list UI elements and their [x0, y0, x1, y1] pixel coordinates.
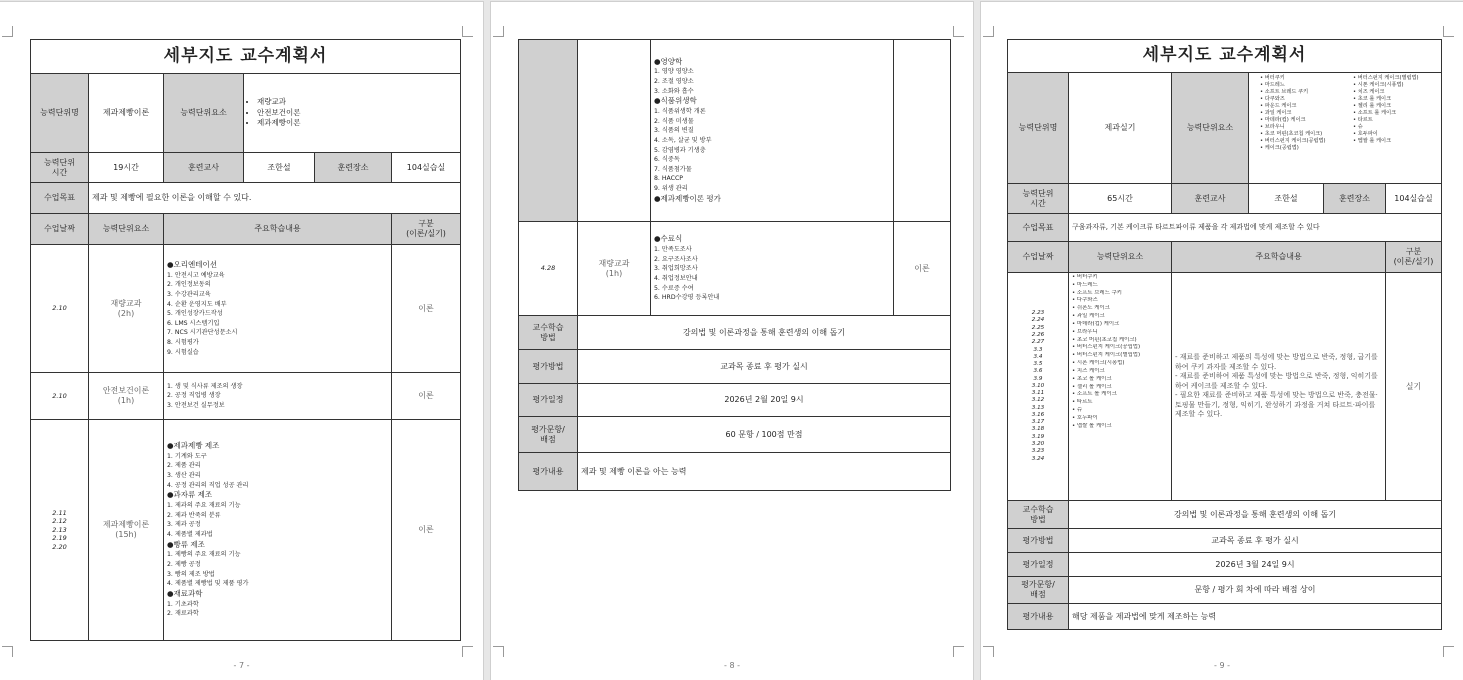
content-item: 7. 식품첨가물	[654, 165, 692, 173]
element-item: • 시폰 케이크(시퐁법)	[1353, 82, 1438, 89]
label-eval-content: 평가내용	[1008, 604, 1069, 630]
label-eval-points: 평가문항/ 배점	[1008, 577, 1069, 604]
content-section-heading: ●식품위생학	[654, 96, 697, 106]
row-type: 이론	[392, 420, 461, 641]
header-date: 수업날짜	[1008, 242, 1069, 273]
place-value: 104실습실	[1386, 184, 1442, 214]
element-item: • 젤리 롤 케이크	[1353, 103, 1438, 110]
plan-table-page8	[518, 39, 951, 491]
content-item: 4. 취업정보안내	[654, 274, 698, 282]
page-9	[981, 2, 1463, 680]
element-item: • 다쿠와즈	[1260, 96, 1345, 103]
label-place: 훈련장소	[1324, 184, 1386, 214]
content-item: 2. 제과 반죽의 분류	[167, 511, 221, 519]
content-item: 8. HACCP	[654, 175, 684, 183]
element-item: • 호두파이	[1353, 131, 1438, 138]
element-item: • 치즈 케이크	[1353, 89, 1438, 96]
content-item: 1. 식품위생학 개론	[654, 108, 706, 116]
row-element: 재량교과	[598, 258, 630, 268]
content-section-heading: ●영양학	[654, 56, 683, 66]
plan-table-page7	[30, 39, 461, 641]
content-item: 3. 빵의 제조 방법	[167, 570, 215, 578]
content-item: 9. 시험실습	[167, 348, 199, 356]
element-item: • 슈	[1353, 124, 1438, 131]
element-item: • 브라우니	[1260, 124, 1345, 131]
eval-method-value: 교과목 종료 후 평가 실시	[1069, 529, 1442, 553]
learning-description	[1175, 353, 1382, 419]
teacher-name: 조한설	[244, 153, 315, 183]
element-item: • 버터쿠키	[1260, 75, 1345, 82]
label-hours: 능력단위 시간	[31, 153, 89, 183]
content-section-heading: ●제과제빵 제조	[167, 440, 220, 450]
content-list	[654, 234, 890, 303]
row-date: 2.10	[31, 373, 89, 420]
eval-points-value: 문항 / 평가 회 차에 따라 배점 상이	[1069, 577, 1442, 604]
label-eval-points: 평가문항/ 배점	[519, 417, 578, 453]
description-line: - 재료를 준비하여 제품 특성에 맞는 방법으로 반죽, 정형, 익히기를 하여 케이크를 제조할 수 있다.	[1175, 372, 1378, 390]
content-item: 8. 시험평가	[167, 338, 199, 346]
element-col-2	[1345, 75, 1438, 152]
content-section-heading: ●재료과학	[167, 588, 203, 598]
element-item: • 과일 케이크	[1260, 110, 1345, 117]
content-item: • 타르트	[1072, 399, 1093, 406]
content-item: 3. 소화와 흡수	[654, 87, 694, 95]
label-eval-content: 평가내용	[519, 453, 578, 491]
method-value: 강의법 및 이론과정을 통해 훈련생의 이해 돕기	[1069, 501, 1442, 529]
content-list	[167, 260, 388, 357]
content-item: • 버터스펀지 케이크(공립법)	[1072, 344, 1141, 351]
element-item: • 제과제빵이론	[257, 118, 457, 129]
eval-content-value: 해당 제품을 제과법에 맞게 제조하는 능력	[1069, 604, 1442, 630]
content-item: • 브라우니	[1072, 328, 1098, 335]
label-hours: 능력단위 시간	[1008, 184, 1069, 214]
content-item: • 소프트 브레드 쿠키	[1072, 289, 1122, 296]
element-list	[247, 97, 457, 130]
row-element: 제과제빵이론	[102, 520, 150, 529]
page-number: - 8 -	[724, 661, 740, 670]
row-date: 2.23 2.24 2.25 2.26 2.27 3.3 3.4 3.5 3.6 3.9 3.10 3.11 3.12 3.13 3.16 3.17 3.18 3.19 3.20 3.23 3.24	[1008, 273, 1069, 501]
row-date: 2.11 2.12 2.13 2.19 2.20	[31, 420, 89, 641]
content-item: 5. 감염병과 기생충	[654, 146, 706, 154]
content-item: 4. 공정 관리의 직업 성공 관리	[167, 481, 249, 489]
eval-date-value: 2026년 3월 24일 9시	[1069, 553, 1442, 577]
row-element: 재량교과	[110, 298, 142, 308]
header-element: 능력단위요소	[1069, 242, 1172, 273]
element-col-1	[1252, 75, 1345, 152]
eval-points-value: 60 문항 / 100점 만점	[578, 417, 951, 453]
content-item: 6. LMS 시스템기입	[167, 319, 220, 327]
element-item: • 마데라(컵) 케이크	[1260, 117, 1345, 124]
header-content: 주요학습내용	[164, 214, 392, 245]
label-elements: 능력단위요소	[164, 74, 244, 153]
content-item: • 버터스펀지 케이크(별립법)	[1072, 352, 1141, 359]
content-item: 3. 제과 공정	[167, 521, 201, 529]
content-item: • 과일 케이크	[1072, 313, 1105, 320]
header-content: 주요학습내용	[1172, 242, 1386, 273]
element-item: • 초코 머핀(초코칩 케이크)	[1260, 131, 1345, 138]
content-item: 2. 공정 직업병 생장	[167, 392, 221, 400]
row-hours: (2h)	[117, 308, 135, 318]
plan-table-page9	[1007, 39, 1442, 630]
content-item: 2. 제품 관리	[167, 462, 201, 470]
element-item: • 파운드 케이크	[1260, 103, 1345, 110]
header-element: 능력단위요소	[89, 214, 164, 245]
content-item: • 슈	[1072, 407, 1083, 414]
element-item: • 타르트	[1353, 117, 1438, 124]
content-item: 1. 기초과학	[167, 600, 199, 608]
content-section-heading: ●과자류 제조	[167, 490, 213, 500]
eval-content-value: 제과 및 제빵 이론을 아는 능력	[578, 453, 951, 491]
element-item: • 안전보건이론	[257, 108, 457, 119]
content-item: 1. 생 및 식사류 제조의 생장	[167, 382, 243, 390]
description-line: - 필요한 재료를 준비하고 제품 특성에 맞는 방법으로 반죽, 충전물·토핑물 만들기, 정형, 익히기, 완성하기 과정을 거쳐 타르트·파이를 제조할 수 있다.	[1175, 391, 1378, 419]
content-section-heading: ●빵류 제조	[167, 539, 205, 549]
label-eval-date: 평가일정	[519, 384, 578, 417]
header-date: 수업날짜	[31, 214, 89, 245]
page-7	[0, 2, 483, 680]
unit-hours: 65시간	[1069, 184, 1172, 214]
content-item: 1. 기계와 도구	[167, 452, 207, 460]
place-value: 104실습실	[392, 153, 461, 183]
content-item: 2. 조절 영양소	[654, 78, 694, 86]
description-line: - 재료를 준비하고 제품의 특성에 맞는 방법으로 반죽, 정형, 굽기를 하여 쿠키 과자를 제조할 수 있다.	[1175, 353, 1378, 371]
content-section-heading: ●오리엔테이션	[167, 259, 218, 269]
element-item: • 버터스펀지 케이크(별립법)	[1353, 75, 1438, 82]
content-item: • 초코 롤 케이크	[1072, 375, 1112, 382]
content-item: • 소프트 롤 케이크	[1072, 391, 1117, 398]
content-item: 3. 수강관리교육	[167, 290, 211, 298]
content-item: 3. 생산 관리	[167, 472, 201, 480]
page-8	[491, 2, 973, 680]
row-type: 이론	[392, 373, 461, 420]
element-item: • 재량교과	[257, 97, 457, 108]
element-item: • 버터스펀지 케이크(공립법)	[1260, 138, 1345, 145]
header-type: 구분 (이론/실기)	[392, 214, 461, 245]
content-item: 2. 개인정보동의	[167, 281, 211, 289]
label-goal: 수업목표	[31, 183, 89, 214]
content-item: 2. 식품 미생물	[654, 117, 694, 125]
page-number: - 7 -	[233, 661, 250, 670]
content-item: • 호두파이	[1072, 414, 1098, 421]
content-item: 1. 영양 영양소	[654, 68, 694, 76]
content-item: • 치즈 케이크	[1072, 367, 1105, 374]
unit-name: 제과제빵이론	[89, 74, 164, 153]
row-hours: (1h)	[605, 268, 623, 278]
content-item: • 쉬폰도 케이크	[1072, 305, 1110, 312]
page-title: 세부지도 교수계획서	[1008, 40, 1442, 73]
row-type: 이론	[894, 222, 951, 316]
row-type: 이론	[392, 245, 461, 373]
content-item: • 마드레느	[1072, 281, 1098, 288]
page-title: 세부지도 교수계획서	[31, 40, 461, 74]
label-teacher: 훈련교사	[1172, 184, 1249, 214]
content-item: 3. 식품의 변질	[654, 127, 694, 135]
teacher-name: 조한설	[1249, 184, 1324, 214]
label-eval-method: 평가방법	[1008, 529, 1069, 553]
content-item: • 버터쿠키	[1072, 274, 1098, 280]
content-item: 1. 제과의 주요 재료의 기능	[167, 502, 241, 510]
content-item: • 초코 머핀(초코칩 케이크)	[1072, 336, 1137, 343]
content-item: • 마데라(컵) 케이크	[1072, 320, 1120, 327]
unit-hours: 19시간	[89, 153, 164, 183]
label-goal: 수업목표	[1008, 214, 1069, 242]
content-list	[167, 441, 388, 619]
label-eval-date: 평가일정	[1008, 553, 1069, 577]
element-item: • 마드레느	[1260, 82, 1345, 89]
content-item: 3. 안전보건 실무정보	[167, 401, 225, 409]
unit-name: 제과실기	[1069, 73, 1172, 184]
element-item: • 케이크(공립법)	[1260, 145, 1345, 152]
row-element: 안전보건이론	[102, 386, 150, 395]
element-list	[1252, 75, 1438, 152]
content-section-heading: ●제과제빵이론 평가	[654, 193, 721, 203]
label-method: 교수학습 방법	[519, 316, 578, 350]
eval-date-value: 2026년 2월 20일 9시	[578, 384, 951, 417]
content-item: 2. 제빵 공정	[167, 561, 201, 569]
goal-text: 제과 및 제빵에 필요한 이론을 이해할 수 있다.	[89, 183, 461, 214]
content-item: 2. 재료과학	[167, 610, 199, 618]
content-item: 2. 요구조사조사	[654, 255, 698, 263]
row-hours: (1h)	[117, 396, 135, 405]
content-item: 4. 소독, 살균 및 방부	[654, 136, 712, 144]
eval-method-value: 교과목 종료 후 평가 실시	[578, 350, 951, 384]
row-type: 실기	[1386, 273, 1442, 501]
content-item: 4. 제품별 제과법	[167, 531, 213, 538]
content-item: 5. 수료증 수여	[654, 284, 694, 292]
content-item: • 다쿠와즈	[1072, 297, 1098, 304]
content-item: 6. HRD수강평 등록안내	[654, 294, 720, 302]
element-item: • 멥쌀 롤 케이크	[1353, 138, 1438, 145]
content-item: 5. 개인성장카드작성	[167, 310, 223, 318]
label-teacher: 훈련교사	[164, 153, 244, 183]
label-elements: 능력단위요소	[1172, 73, 1249, 184]
content-item: 9. 위생 관리	[654, 184, 688, 192]
label-method: 교수학습 방법	[1008, 501, 1069, 529]
content-item: 4. 순환 운영지도 배부	[167, 300, 227, 308]
content-list	[654, 57, 890, 205]
content-item: 1. 만족도조사	[654, 246, 692, 254]
header-type: 구분 (이론/실기)	[1386, 242, 1442, 273]
content-item: 4. 제품별 제빵법 및 제품 평가	[167, 580, 249, 588]
element-item: • 소프트 롤 케이크	[1353, 110, 1438, 117]
row-date: 4.28	[519, 222, 578, 316]
row-hours: (15h)	[115, 530, 137, 539]
element-item: • 소프트 브레드 쿠키	[1260, 89, 1345, 96]
label-unit-name: 능력단위명	[31, 74, 89, 153]
label-place: 훈련장소	[315, 153, 392, 183]
method-value: 강의법 및 이론과정을 통해 훈련생의 이해 돕기	[578, 316, 951, 350]
content-item: 1. 제빵의 주요 재료의 기능	[167, 551, 241, 559]
row-date: 2.10	[31, 245, 89, 373]
content-item: • 젤리 롤 케이크	[1072, 383, 1112, 390]
content-list	[1072, 274, 1168, 431]
content-item: 6. 식중독	[654, 156, 680, 164]
content-item: • 멥쌀 롤 케이크	[1072, 422, 1112, 429]
label-unit-name: 능력단위명	[1008, 73, 1069, 184]
content-item: • 시폰 케이크(시퐁법)	[1072, 360, 1125, 367]
content-list	[167, 382, 388, 411]
content-section-heading: ●수료식	[654, 234, 683, 244]
content-item: 3. 취업희망조사	[654, 265, 698, 273]
content-item: 7. NCS 시기관단성문소시	[167, 329, 238, 337]
element-item: • 초코 롤 케이크	[1353, 96, 1438, 103]
content-item: 1. 안전시고 예방교육	[167, 271, 225, 279]
goal-text: 구움과자류, 기본 케이크류 타르트파이류 제품을 각 제과법에 맞게 제조할 수 있다	[1069, 214, 1442, 242]
page-number: - 9 -	[1214, 661, 1230, 670]
label-eval-method: 평가방법	[519, 350, 578, 384]
